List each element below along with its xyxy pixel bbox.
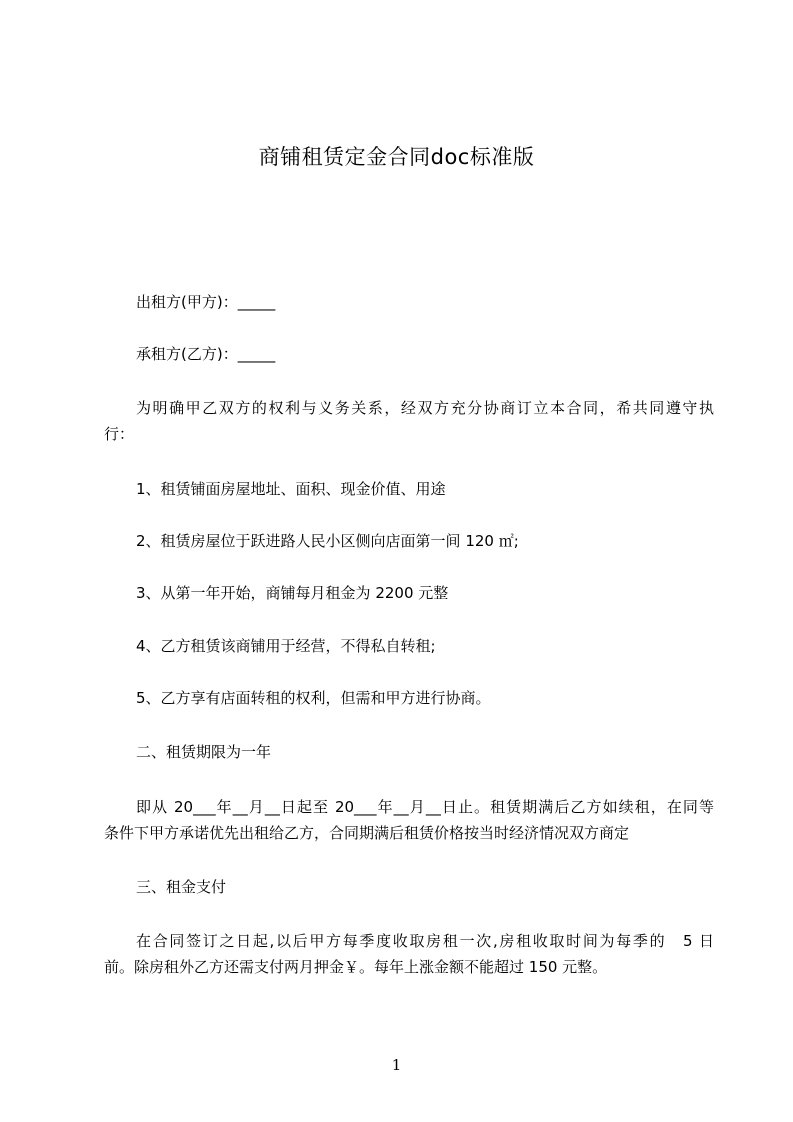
intro-paragraph-line-2: 行： [104, 425, 135, 443]
clause-item-3: 3、从第一年开始，商铺每月租金为 2200 元整 [136, 584, 449, 602]
section-2-line-2: 条件下甲方承诺优先出租给乙方，合同期满后租赁价格按当时经济情况双方商定 [104, 824, 630, 842]
clause-item-4: 4、乙方租赁该商铺用于经营，不得私自转租; [136, 637, 436, 655]
page-number: 1 [391, 1056, 402, 1074]
section-2-line-1: 即从 20___年__月__日起至 20___年__月__日止。租赁期满后乙方如续租，在同等 [136, 798, 714, 816]
section-3-heading: 三、租金支付 [136, 878, 227, 896]
lessee-line: 承租方(乙方)：_____ [136, 345, 276, 363]
section-3-line-2: 前。除房租外乙方还需支付两月押金￥。每年上涨金额不能超过 150 元整。 [104, 958, 608, 976]
lessor-line: 出租方(甲方)：_____ [136, 293, 276, 311]
document-title: 商铺租赁定金合同doc标准版 [258, 145, 535, 169]
clause-item-1: 1、租赁铺面房屋地址、面积、现金价值、用途 [136, 480, 446, 498]
intro-paragraph-line-1: 为明确甲乙双方的权利与义务关系，经双方充分协商订立本合同，希共同遵守执 [136, 399, 714, 417]
clause-item-2: 2、租赁房屋位于跃进路人民小区侧向店面第一间 120 ㎡; [136, 532, 519, 550]
section-2-heading: 二、租赁期限为一年 [136, 743, 272, 761]
clause-item-5: 5、乙方享有店面转租的权利，但需和甲方进行协商。 [136, 689, 491, 707]
section-3-line-1: 在合同签订之日起,以后甲方每季度收取房租一次,房租收取时间为每季的 5 日 [136, 932, 714, 950]
